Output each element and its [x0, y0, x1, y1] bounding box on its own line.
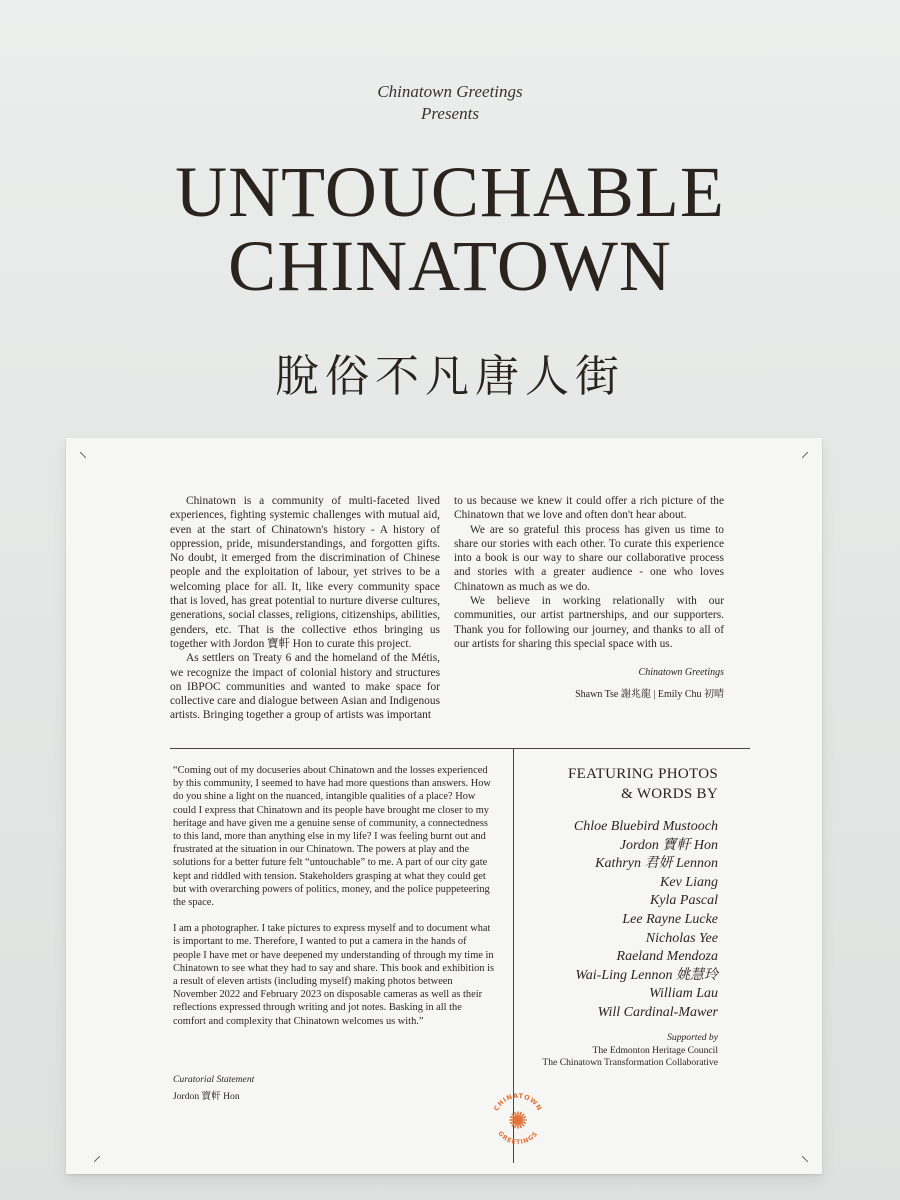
pin-bottom-left-icon	[94, 1156, 100, 1162]
artist-name: Kev Liang	[660, 874, 718, 890]
curatorial-paragraph-2: I am a photographer. I take pictures to express myself and to document what is important to me. Therefore, I wanted to put a camera in the hands of people I have met or have deepened my understanding of through my time in Chinatown to see what they had to say and share. This book and exhibition is a result of eleven artists (including myself) making photos between November 2022 and February 2023 on disposable cameras as well as their reflections expressed through writing and jot notes. Basking in all the comfort and complexity that Chinatown welcomes us with.”	[173, 923, 494, 1027]
signature-names: Shawn Tse 謝兆龍 | Emily Chu 初晴	[575, 689, 724, 700]
svg-text:CHINATOWN	[492, 1092, 543, 1113]
artist-name: Kathryn 君妍 Lennon	[595, 856, 718, 872]
supporters-block	[506, 1032, 718, 1070]
artist-name: Wai-Ling Lennon 姚慧玲	[575, 967, 718, 983]
logo-text-bottom: GREETINGS	[496, 1130, 540, 1147]
presents-label: Presents	[421, 104, 479, 123]
curatorial-label: Curatorial Statement	[173, 1074, 255, 1085]
featuring-heading-line-1: FEATURING PHOTOS	[568, 766, 718, 782]
curatorial-paragraph-1: “Coming out of my docuseries about Chinatown and the losses experienced by this community, I seemed to have had more questions than answers. How do you shine a light on the nuanced, intangible qualities of a place? How could I express that Chinatown and its people have brought me closer to my heritage and have given me a genuine sense of community, a connectedness to this land, more than anything else in my life? I was feeling burnt out and frustrated at the situation in our Chinatown. The powers at play and the solutions for a better future felt “untouchable” to me. A part of our city gate kept and riddled with tension. Stakeholders grasping at what they could get but with overarching powers of politics, money, and the police puppeteering the space.	[173, 765, 491, 909]
title-line-2: CHINATOWN	[228, 226, 672, 306]
artist-name: Lee Rayne Lucke	[622, 911, 718, 927]
supporter-name: The Edmonton Heritage Council	[592, 1044, 718, 1056]
artist-name: Raeland Mendoza	[616, 949, 718, 965]
intro-paragraph-3: to us because we knew it could offer a rich picture of the Chinatown that we love and often don't hear about.	[454, 495, 724, 522]
artist-name: Jordon 寶軒 Hon	[619, 837, 718, 853]
artist-name: Nicholas Yee	[645, 930, 718, 946]
intro-paragraph-5: We believe in working relationally with our communities, our artist partnerships, and our supporters. Thank you for following our journey, and thanks to all of our artists for sharing this special space with us.	[454, 595, 724, 650]
title-line-1: UNTOUCHABLE	[175, 152, 725, 232]
supported-by-label: Supported by	[667, 1032, 718, 1043]
intro-paragraph-4: We are so grateful this process has given us time to share our stories with each other. To curate this experience into a book is our way to share our collaborative process and stories with a greater audience - one who loves Chinatown as much as we do.	[454, 523, 724, 593]
artist-name: Kyla Pascal	[649, 893, 718, 909]
intro-paragraph-2: As settlers on Treaty 6 and the homeland of the Métis, we recognize the impact of colonial history and structures on IBPOC communities and wanted to make space for collective care and dialogue between Asian and Indigenous artists. Bringing together a group of artists was important	[170, 652, 440, 722]
signature-org: Chinatown Greetings	[638, 667, 724, 678]
artist-name: Chloe Bluebird Mustooch	[573, 819, 718, 834]
chinatown-greetings-logo-icon	[486, 1088, 550, 1152]
artist-list	[528, 818, 718, 1023]
featuring-heading-line-2: & WORDS BY	[621, 786, 718, 802]
horizontal-divider	[170, 748, 750, 749]
pin-top-left-icon	[80, 452, 86, 458]
featuring-heading	[528, 764, 718, 804]
logo-text-top: CHINATOWN	[492, 1091, 544, 1113]
pin-top-right-icon	[802, 452, 808, 458]
title-chinese: 脫俗不凡唐人街	[275, 351, 625, 402]
curator-name: Jordon 寶軒 Hon	[173, 1091, 240, 1102]
poster-sheet	[66, 438, 822, 1174]
artist-name: Will Cardinal-Mawer	[597, 1004, 718, 1020]
intro-left-column	[170, 494, 440, 723]
artist-name: William Lau	[649, 986, 718, 1002]
intro-right-column	[454, 494, 724, 651]
intro-signature	[454, 666, 724, 702]
svg-text:GREETINGS	[496, 1130, 539, 1146]
pin-bottom-right-icon	[802, 1156, 808, 1162]
presenter-name: Chinatown Greetings	[377, 82, 523, 101]
curatorial-statement	[173, 764, 495, 1041]
supporter-name: The Chinatown Transformation Collaborative	[542, 1057, 718, 1068]
intro-paragraph-1: Chinatown is a community of multi-faceted lived experiences, fighting systemic challenges with mutual aid, even at the start of Chinatown's history - A history of oppression, pride, misunderstandings, and forgotten gifts. No doubt, it emerged from the discrimination of Chinese people and the exploitation of labour, yet strives to be a welcoming place for all. It, like every community space that is loved, has great potential to nurture diverse cultures, generations, social classes, religions, citizenships, abilities, genders, etc. That is the collective ethos bringing us together with Jordon 寶軒 Hon to curate this project.	[170, 495, 440, 650]
